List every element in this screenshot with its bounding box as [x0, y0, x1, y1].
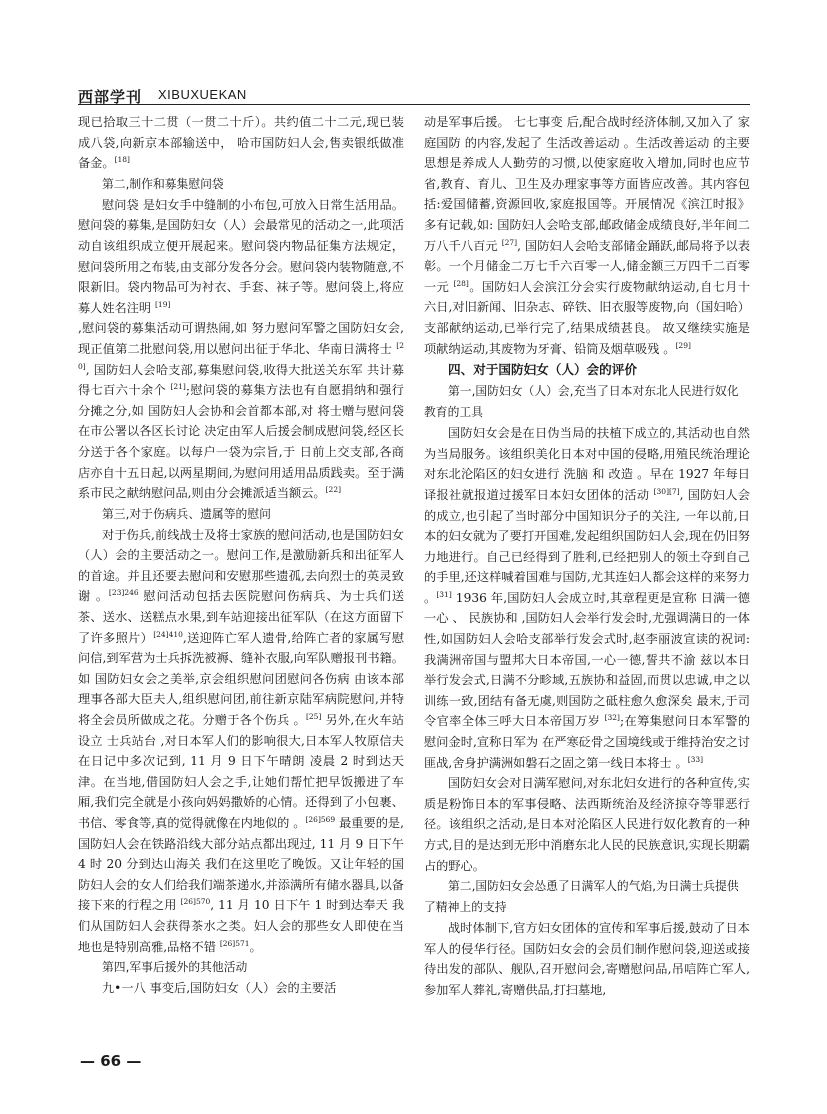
- text-run: 现已拾取三十二贯（一贯二十斤）。共约值二十二元,现已装成八袋,向新京本部输送中， 哈市国防妇人会,售卖银纸做准备金。: [78, 115, 404, 171]
- citation-ref: [18]: [114, 155, 130, 165]
- text-run: , 国防妇人会哈支部储金踊跃,邮局将予以表彰。一个月储金二万七千六百零一人,储金额三万四千二百零一元: [424, 238, 751, 294]
- text-run: 。国防妇人会滨江分会实行废物献纳运动,自七月十六日,对旧新闻、旧杂志、碎铁、旧衣服等废物,向（国妇哈）支部献纳运动,已举行完了,结果成绩甚良。 故又继续实施是项献纳运动,其废物为牙膏、铅筒及烟草吸残 。: [424, 279, 751, 356]
- text-run: 四、对于国防妇女（人）会的评价: [448, 362, 637, 378]
- text-run: , 国防妇人会 的成立,也引起了当时部分中国知识分子的关注, 一年以前,日本的妇女就为了要打开国难,发起组织国防妇人会,现在仍旧努力地进行。自己已经得到了胜利,已经把别人的领土夺到自己的手里,还这样喊着国难与国防,尤其连妇人都会这样的来努力 。: [424, 487, 750, 605]
- subsection-heading: [78, 174, 404, 195]
- text-run: , 11 月 10 日下午 1 时到达奉天 我们从国防妇人会获得茶水之类。妇人会的那些女人即使在当地也是特别高雅,品格不错: [78, 898, 405, 954]
- text-run: 第一,国防妇女（人）会,充当了日本对东北人民进行奴化教育的工具: [424, 384, 739, 420]
- text-run: 第二,制作和募集慰问袋: [102, 176, 224, 191]
- text-run: 。: [249, 939, 262, 954]
- text-run: 慰问袋 是妇女手中缝制的小布包,可放入日常生活用品。慰问袋的募集,是国防妇女（人）会最常见的活动之一,此项活动自该组织成立便开展起来。慰问袋内物品征集方法规定， 慰问袋所用之布装,由支部分发各分会。慰问袋内装物随意,不限新旧。袋内物品可为衬衣、手套、袜子等。慰问袋上,将应募人姓名注明: [78, 197, 404, 315]
- citation-ref: [25]: [305, 711, 322, 721]
- paragraph-continued: [424, 112, 750, 359]
- paragraph-continued: [78, 112, 404, 174]
- text-run: 另外,在火车站设立 士兵站台 ,对日本军人们的影响很大,日本军人牧原信夫在日记中多次记到, 11 月 9 日下午晴朗 凌晨 2 时到达天津。在当地,借国防妇人会之手,让她们帮忙把早饭搬进了车厢,我们完全就是小孩向妈妈撒娇的心情。还得到了小包裹、书信、零食等,真的觉得就像在内地似的 。: [78, 713, 405, 830]
- page-number: — 66 —: [80, 1052, 142, 1070]
- citation-ref: [30][7]: [653, 486, 680, 496]
- text-run: 国防妇女会是在日伪当局的扶植下成立的,其活动也自然为当局服务。该组织美化日本对中国的侵略,用殖民统治理论对东北沦陷区的妇女进行 洗脑 和 改造 。早在 1927 年每日译报社就报道过援军日本妇女团体的活动: [424, 426, 750, 502]
- text-run: ;慰问袋的募集方法也有自愿捐纳和强行分摊之分,如 国防妇人会协和会首都本部,对 将士赠与慰问袋 在市公署以各区长讨论 决定由军人后援会制成慰问袋,经区长分送于各个家庭。以每户一袋为宗旨,于 日前上交支部,各商店亦自十五日起,以两星期间,为慰问用适用品质践卖。至于满系市民之献纳慰问品,则由分会摊派适当额云。: [78, 383, 404, 501]
- text-run: 1936 年,国防妇人会成立时,其章程更是宣称 日满一德一心 、 民族协和 ,国防妇人会举行发会时,尤强调满日的一体性,如国防妇人会哈支部举行发会式时,赵李丽波宣读的祝词: 我满洲帝国与盟邦大日本帝国,一心一德,誓共不渝 兹以本日举行发会式,日满不分畛域,五族协和益固,而贯以忠诚,申之以训练一致,团结有备无虞,则国防之砥柱愈久愈深矣 最末,于司令官率全体三呼大日本帝国万岁: [424, 590, 750, 729]
- citation-ref: [29]: [675, 340, 691, 350]
- text-run: 第三,对于伤病兵、遗属等的慰问: [102, 506, 271, 521]
- journal-title: 西部学刊: [78, 88, 143, 106]
- paragraph: [78, 195, 404, 319]
- citation-ref: [26]571: [219, 938, 250, 948]
- citation-ref: [21]: [170, 382, 186, 392]
- citation-ref: [32]: [604, 713, 620, 723]
- text-run: 九•一八 事变后,国防妇女（人）会的主要活: [102, 981, 337, 996]
- citation-ref: [24]410: [153, 629, 183, 639]
- citation-ref: [19]: [155, 299, 171, 309]
- section-heading: [424, 359, 750, 381]
- citation-ref: [33]: [687, 754, 704, 764]
- text-run: ;在筹集慰问日本军警的慰问金时,宣称日军为 在严寒砭骨之国境线或于维持治安之讨匪战,舍身护满洲如磐石之固之第一线日本将士 。: [424, 714, 751, 770]
- text-run: ,慰问袋的募集活动可谓热闹,如 努力慰问军警之国防妇女会,现正值第二批慰问袋,用以慰问出征于华北、华南日满将士: [78, 321, 404, 356]
- paragraph: [424, 918, 750, 1000]
- text-run: 最重要的是,国防妇人会在铁路沿线大部分站点都出现过, 11 月 9 日下午 4 时 20 分到达山海关 我们在这里吃了晚饭。又让年轻的国防妇人会的女人们给我们端茶递水,并添满所有储水器具,以备接下来的行程之用: [78, 816, 404, 913]
- text-run: 动是军事后援。 七七事变 后,配合战时经济体制,又加入了 家庭国防 的内容,发起了 生活改善运动 。生活改善运动 的主要思想是养成人人勤劳的习惯,以使家庭收入增加,同时也应节省,教育、育儿、卫生及办理家事等方面皆应改善。其内容包括:爱国储蓄,资源回收,家庭报国等。开展情况《滨江时报》多有记载,如: 国防妇人会哈支部,邮政储金成绩良好,半年间二万八千八百元: [424, 115, 750, 253]
- paragraph-continued: [78, 318, 404, 503]
- subsection-heading: [78, 504, 404, 525]
- paragraph: [78, 525, 404, 957]
- journal-subtitle: XIBUXUEKAN: [158, 87, 247, 102]
- paragraph: [78, 978, 404, 999]
- text-run: 国防妇女会对日满军慰问,对东北妇女进行的各种宣传,实质是粉饰日本的军事侵略、法西斯统治及经济掠夺等罪恶行径。该组织之活动,是日本对沦陷区人民进行奴化教育的一种方式,目的是达到无形中消磨东北人民的民族意识,实现长期霸占的野心。: [424, 776, 750, 873]
- text-run: 第二,国防妇女会怂恿了日满军人的气焰,为日满士兵提供了精神上的支持: [424, 879, 739, 915]
- text-run: 对于伤兵,前线战士及将士家族的慰问活动,也是国防妇女（人）会的主要活动之一。慰问工作,是激励新兵和出征军人的首途。并且还要去慰问和安慰那些遗孤,去向烈士的英灵致谢 。: [78, 527, 404, 604]
- right-column: [424, 112, 750, 1001]
- citation-ref: [22]: [325, 485, 342, 495]
- citation-ref: [26]570: [180, 897, 211, 907]
- text-run: 第四,军事后援外的其他活动: [102, 960, 248, 975]
- text-run: 战时体制下,官方妇女团体的宣传和军事后援,鼓动了日本军人的侵华行径。国防妇女会的会员们制作慰问袋,迎送或接待出发的部队、舰队,召开慰问会,寄赠慰问品,吊唁阵亡军人,参加军人葬礼,寄赠供品,打扫墓地,: [424, 921, 750, 997]
- citation-ref: [28]: [453, 278, 469, 288]
- citation-ref: [31]: [436, 589, 452, 599]
- text-run: ,送迎阵亡军人遗骨,给阵亡者的家属写慰问信,到军营为士兵拆洗被褥、缝补衣服,向军队赠报刊书籍。如 国防妇女会之美举,京会组织慰问团慰问各伤病 由该本部理事各部大臣夫人,组织慰问团,前往新京陆军病院慰问,并特将全会员所做成之花。分赠于各个伤兵 。: [78, 630, 405, 728]
- text-run: 慰问活动包括去医院慰问伤病兵、为士兵们送茶、送水、送糕点水果,到车站迎接出征军队（在这方面留下了许多照片）: [78, 589, 405, 645]
- header-rule: [78, 104, 750, 105]
- subsection-heading: [424, 876, 750, 918]
- paragraph: [424, 423, 750, 773]
- paragraph: [424, 773, 750, 876]
- subsection-heading: [78, 957, 404, 978]
- text-run: , 国防妇人会哈支部,募集慰问袋,收得大批送关东军 共计募得七百六十余个: [78, 362, 404, 398]
- subsection-heading: [424, 381, 750, 423]
- citation-ref: [27]: [501, 237, 518, 247]
- citation-ref: [20]: [78, 340, 404, 371]
- citation-ref: [23]246: [108, 588, 139, 598]
- left-column: [78, 112, 404, 999]
- citation-ref: [26]569: [305, 814, 336, 824]
